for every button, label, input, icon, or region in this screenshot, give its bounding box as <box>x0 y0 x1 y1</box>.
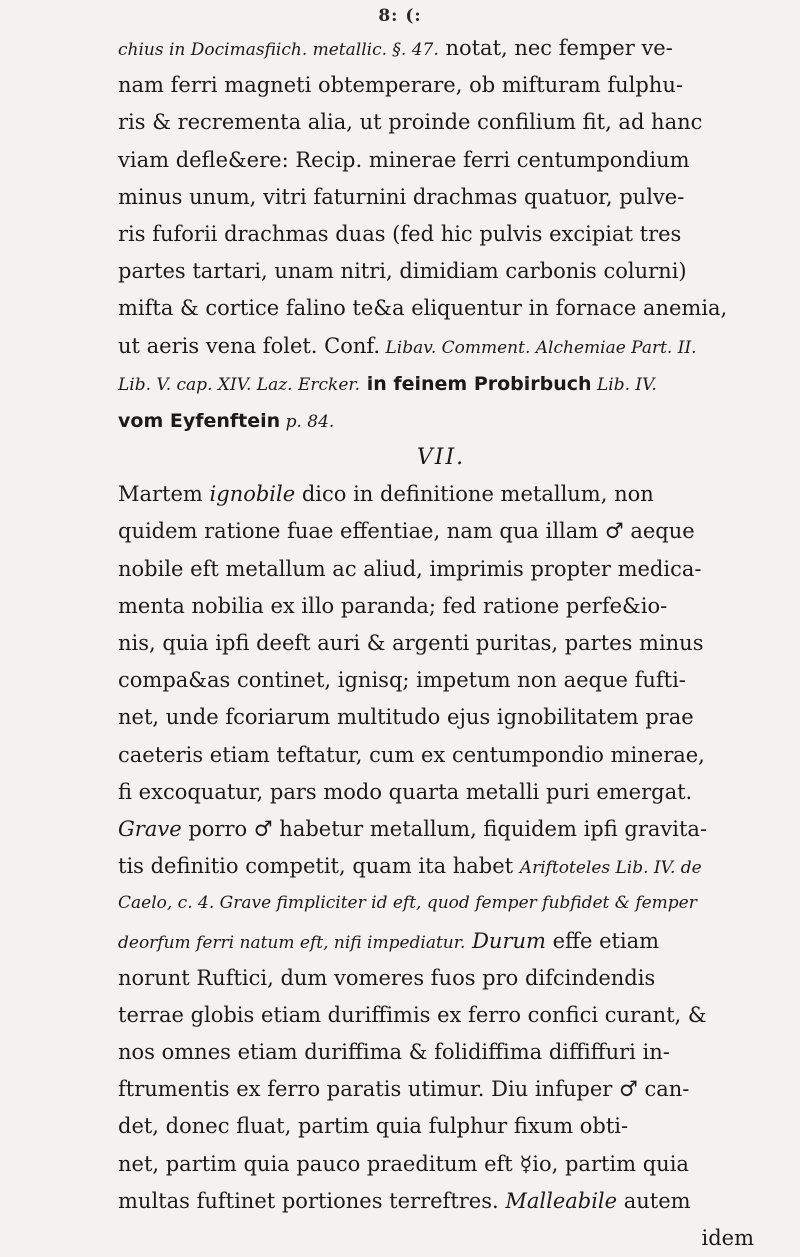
text-line: det, donec fluat, partim quia fulphur fixum obti- <box>118 1114 629 1139</box>
text-line: norunt Ruftici, dum vomeres fuos pro difcindendis <box>118 965 656 990</box>
text-line: partes tartari, unam nitri, dimidiam carbonis colurni) <box>118 259 687 284</box>
text-line: compa&as continet, ignisq; impetum non aeque fufti- <box>118 668 686 693</box>
text-line: caeteris etiam teftatur, cum ex centumpondio minerae, <box>118 742 705 767</box>
text-line: fi excoquatur, pars modo quarta metalli puri emergat. <box>118 779 693 804</box>
text-line: mifta & cortice falino te&a eliquentur in fornace anemia, <box>118 296 728 321</box>
text-line: viam defle&ere: Recip. minerae ferri centumpondium <box>118 147 690 172</box>
text-line: net, partim quia pauco praeditum eft ☿io, partim quia <box>118 1151 689 1176</box>
text-line: chius in Docimasfiich. metallic. §. 47. notat, nec femper ve- <box>118 36 673 60</box>
text-line: multas fuftinet portiones terreftres. Malleabile autem <box>118 1188 691 1213</box>
text-line: nobile eft metallum ac aliud, imprimis propter medica- <box>118 556 702 581</box>
text-line: nis, quia ipfi deeft auri & argenti puritas, partes minus <box>118 631 704 655</box>
text-line: nam ferri magneti obtemperare, ob mifturam fulphu- <box>118 73 683 98</box>
text-line: ut aeris vena folet. Conf. Libav. Comment. Alchemiae Part. II. <box>118 333 697 358</box>
text-line: quidem ratione fuae effentiae, nam qua illam ♂ aeque <box>118 519 695 544</box>
text-line: net, unde fcoriarum multitudo ejus ignobilitatem prae <box>118 705 694 730</box>
text-line: Grave porro ♂ habetur metallum, fiquidem ipfi gravita- <box>118 816 708 841</box>
catchword: idem <box>701 1226 754 1250</box>
text-line: nos omnes etiam duriffima & folidiffima diffiffuri in- <box>118 1040 670 1065</box>
text-line: vom Eyfenftein p. 84. <box>118 409 335 432</box>
text-line: terrae globis etiam duriffimis ex ferro confici curant, & <box>118 1002 707 1027</box>
running-head: 8: (: <box>378 6 422 26</box>
text-line: Martem ignobile dico in definitione metallum, non <box>118 482 654 507</box>
text-line: menta nobilia ex illo paranda; fed ratione perfe&io- <box>118 593 668 618</box>
text-line: deorfum ferri natum eft, nifi impediatur. Durum effe etiam <box>118 928 660 953</box>
text-line: ris fuforii drachmas duas (fed hic pulvis excipiat tres <box>118 221 682 246</box>
text-line: ris & recrementa alia, ut proinde confilium fit, ad hanc <box>118 110 703 135</box>
text-line: Caelo, c. 4. Grave fimpliciter id eft, quod femper fubfidet & femper <box>118 893 697 914</box>
section-numeral: VII. <box>416 445 466 471</box>
text-line: ftrumentis ex ferro paratis utimur. Diu infuper ♂ can- <box>118 1077 690 1102</box>
body-text <box>118 30 764 1257</box>
text-line: minus unum, vitri faturnini drachmas quatuor, pulve- <box>118 184 685 209</box>
text-line: Lib. V. cap. XIV. Laz. Ercker. in feinem Probirbuch Lib. IV. <box>118 372 657 395</box>
text-line: tis definitio competit, quam ita habet Ariftoteles Lib. IV. de <box>118 854 702 879</box>
